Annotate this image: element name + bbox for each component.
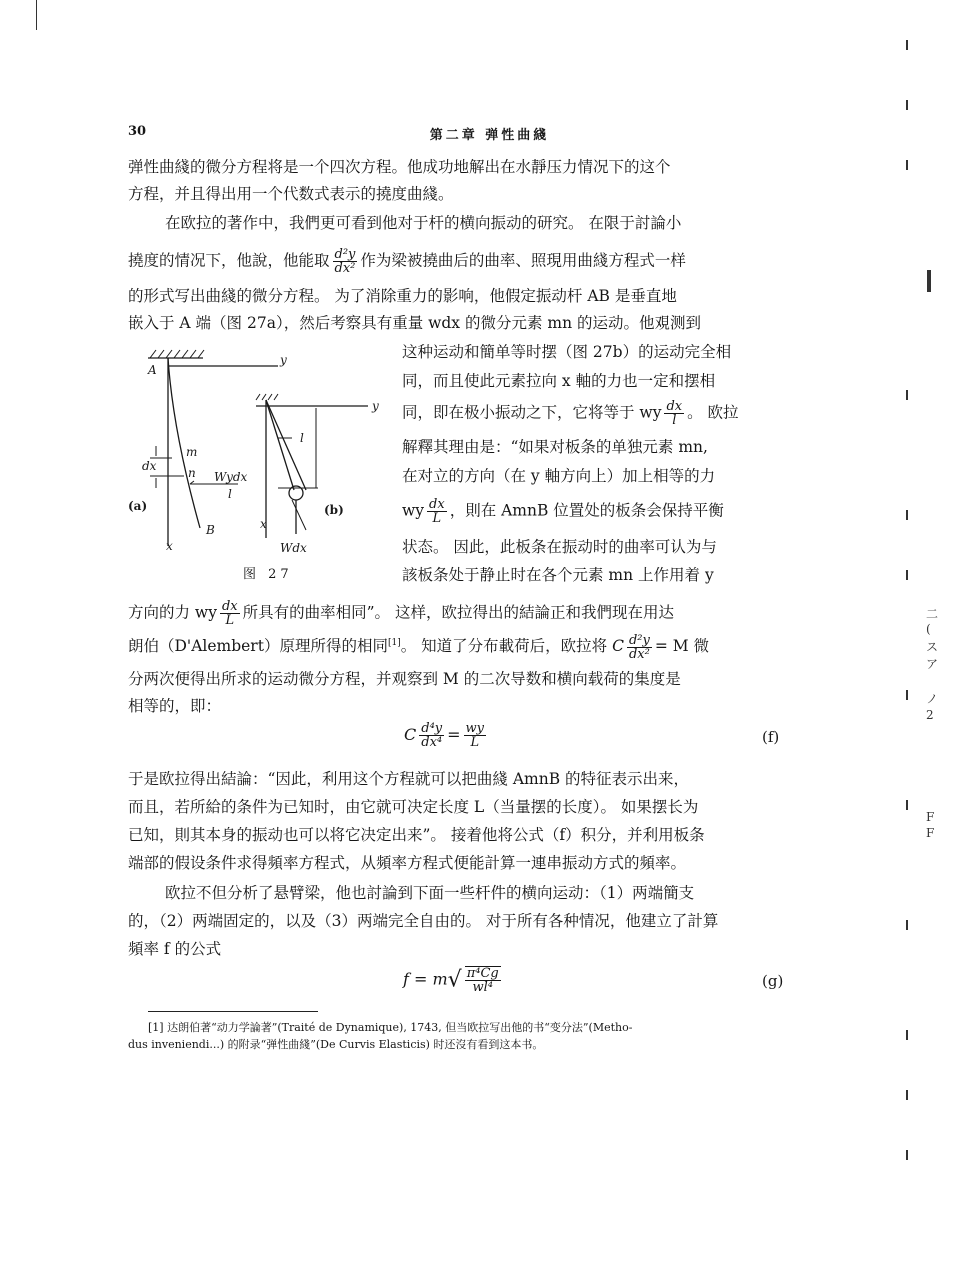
text-line: 分两次便得出所求的运动微分方程，并观察到 M 的二次导数和横向载荷的集度是	[128, 670, 681, 688]
label-l-small: l	[228, 487, 232, 501]
text-line-with-formula	[128, 248, 686, 275]
text-fragment: 朗伯（D'Alembert）原理所得的相同	[128, 637, 388, 656]
text-line: 解釋其理由是：“如果对板条的单独元素 mn,	[402, 438, 708, 456]
scan-mark	[906, 1030, 908, 1040]
footnote-rule	[148, 1011, 318, 1012]
page-number: 30	[128, 124, 147, 139]
text-fragment: ，則在 AmnB 位置处的板条会保持平衡	[449, 501, 724, 520]
equation-f: C $\frac{\text{d⁴y}}{\text{dx⁴}}$ = $\frac{wy}{L}$	[404, 721, 485, 750]
scan-mark	[906, 570, 908, 580]
label-m: m	[186, 445, 198, 459]
label-B: B	[206, 523, 215, 537]
scan-mark	[906, 40, 908, 50]
margin-char: (	[926, 622, 931, 636]
sqrt-symbol: √	[447, 967, 462, 993]
text-line: 于是欧拉得出結論：“因此，利用这个方程就可以把曲綫 AmnB 的特征表示出来，	[128, 770, 690, 788]
scan-mark	[906, 100, 908, 110]
text-fragment: = M 微	[654, 637, 710, 656]
fraction-d4y-dx4: $\frac{\text{d⁴y}}{\text{dx⁴}}$	[421, 721, 443, 750]
equation-label-f: (f)	[762, 728, 780, 746]
label-a: (a)	[128, 499, 148, 513]
fraction-radicand: $\frac{\text{π⁴Cg}}{\text{wl⁴}}$	[466, 966, 499, 995]
text-fragment: 撓度的情况下，他說，他能取	[128, 251, 330, 270]
text-fragment: 。 欧拉	[687, 403, 739, 422]
label-y-a: y	[280, 353, 287, 367]
label-y-b: y	[372, 399, 379, 413]
text-line: 这种运动和簡单等时摆（图 27b）的运动完全相	[402, 343, 732, 361]
running-head: 第二章 弹性曲綫	[429, 128, 550, 143]
text-line: 的形式写出曲綫的微分方程。 为了消除重力的影响，他假定振动杆 AB 是垂直地	[128, 287, 677, 305]
text-line: 已知，則其本身的振动也可以将它决定出来”。 接着他将公式（f）积分，并利用板条	[128, 826, 705, 844]
fraction-dx-l: $\frac{dx}{l}$	[666, 399, 683, 428]
text-line: 該板条处于静止时在各个元素 mn 上作用着 y	[402, 566, 714, 584]
scan-mark	[927, 270, 931, 292]
equation-label-g: (g)	[762, 972, 784, 990]
text-line: 在对立的方向（在 y 軸方向上）加上相等的力	[402, 467, 716, 485]
fraction-dx-L: $\frac{dx}{L}$	[429, 497, 445, 526]
text-line: 端部的假设条件求得頻率方程式，从頻率方程式便能計算一連串振动方式的頻率。	[128, 854, 687, 872]
text-fragment: wy	[402, 501, 425, 520]
margin-char: ノ	[926, 692, 939, 706]
text-fragment: 作为梁被撓曲后的曲率、照現用曲綫方程式一样	[360, 251, 686, 270]
label-A: A	[148, 363, 157, 377]
scan-mark	[906, 390, 908, 400]
scan-mark	[906, 690, 908, 700]
text-line: 而且，若所給的条件为已知时，由它就可决定长度 L（当量摆的长度）。 如果摆长为	[128, 798, 699, 816]
text-line: 嵌入于 A 端（图 27a），然后考察具有重量 wdx 的微分元素 mn 的运动。他覌测到	[128, 314, 702, 332]
footnote-line: [1] 达朗伯著“动力学論著”(Traité de Dynamique), 1743, 但当欧拉写出他的书“变分法”(Metho-	[148, 1021, 633, 1034]
text-line: 方程，并且得出用一个代数式表示的撓度曲綫。	[128, 185, 454, 203]
text-line-with-formula	[128, 600, 674, 627]
pendulum-string-2	[266, 400, 306, 490]
text-fragment: 方向的力 wy	[128, 603, 217, 622]
margin-char: F	[926, 810, 935, 824]
text-fragment: 所具有的曲率相同”。 这样，欧拉得出的結論正和我們现在用达	[242, 603, 674, 622]
label-x-b: x	[260, 517, 267, 531]
fraction-d2y-dx2-2: $\frac{\text{d²y}}{\text{dx²}}$	[628, 632, 650, 662]
label-Wydx: Wydx	[214, 470, 248, 484]
scan-mark	[906, 1150, 908, 1160]
scan-mark	[36, 0, 37, 30]
pendulum-string-1	[266, 400, 294, 490]
fraction-d2y-dx2: $\frac{\text{d²y}}{\text{dx²}}$	[334, 247, 356, 276]
text-line-with-formula	[402, 498, 724, 525]
figure-caption: 图 27	[243, 567, 293, 582]
margin-char: 2	[926, 708, 934, 722]
margin-char: ス	[926, 640, 939, 654]
margin-char: ア	[926, 657, 939, 671]
text-line: 欧拉不但分析了悬臂梁，他也討論到下面一些杆件的横向运动：（1）两端簡支	[165, 884, 695, 902]
text-line: 状态。 因此，此板条在振动时的曲率可认为与	[402, 538, 717, 556]
figure-27-diagram	[128, 338, 390, 583]
label-b: (b)	[324, 503, 344, 517]
scan-mark	[906, 160, 908, 170]
text-fragment: 同，即在极小振动之下，它将等于 wy	[402, 403, 662, 422]
equation-g: f = m√ $\frac{\text{π⁴Cg}}{\text{wl⁴}}$	[403, 966, 499, 995]
text-fragment: 。 知道了分布載荷后，欧拉将	[400, 637, 608, 656]
label-dx: dx	[142, 459, 157, 473]
margin-char: 二	[926, 607, 939, 621]
text-line: 頻率 f 的公式	[128, 940, 222, 958]
footnote-ref: [1]	[387, 638, 401, 648]
text-line: 的，（2）两端固定的，以及（3）两端完全自由的。 对于所有各种情况，他建立了計算	[128, 912, 719, 930]
text-fragment: C	[612, 637, 624, 656]
text-line: 相等的，即：	[128, 697, 222, 715]
label-Wdx: Wdx	[280, 541, 307, 555]
label-x-a: x	[166, 539, 173, 553]
text-line-with-formula	[128, 633, 709, 661]
hatching-b	[256, 394, 278, 400]
footnote-line: dus inveniendi...) 的附录“弹性曲綫”(De Curvis Elasticis) 时还沒有看到这本书。	[128, 1038, 544, 1051]
scan-mark	[906, 920, 908, 930]
fraction-dx-L-2: $\frac{dx}{L}$	[221, 599, 238, 628]
scan-mark	[906, 510, 908, 520]
text-line: 在欧拉的著作中，我們更可看到他对于杆的横向振动的研究。 在限于討論小	[165, 214, 682, 232]
text-line: 同，而且使此元素拉向 x 軸的力也一定和摆相	[402, 372, 716, 390]
scan-mark	[906, 1090, 908, 1100]
hatching-a	[150, 350, 204, 358]
label-l: l	[300, 431, 304, 445]
text-line-with-formula	[402, 400, 739, 427]
text-line: 弹性曲綫的微分方程将是一个四次方程。他成功地解出在水靜压力情况下的这个	[128, 158, 671, 176]
fraction-wy-L: $\frac{wy}{L}$	[465, 721, 485, 750]
label-n: n	[188, 466, 196, 480]
beam-curve-AB	[168, 358, 200, 528]
scan-mark	[906, 800, 908, 810]
margin-char: F	[926, 826, 935, 840]
